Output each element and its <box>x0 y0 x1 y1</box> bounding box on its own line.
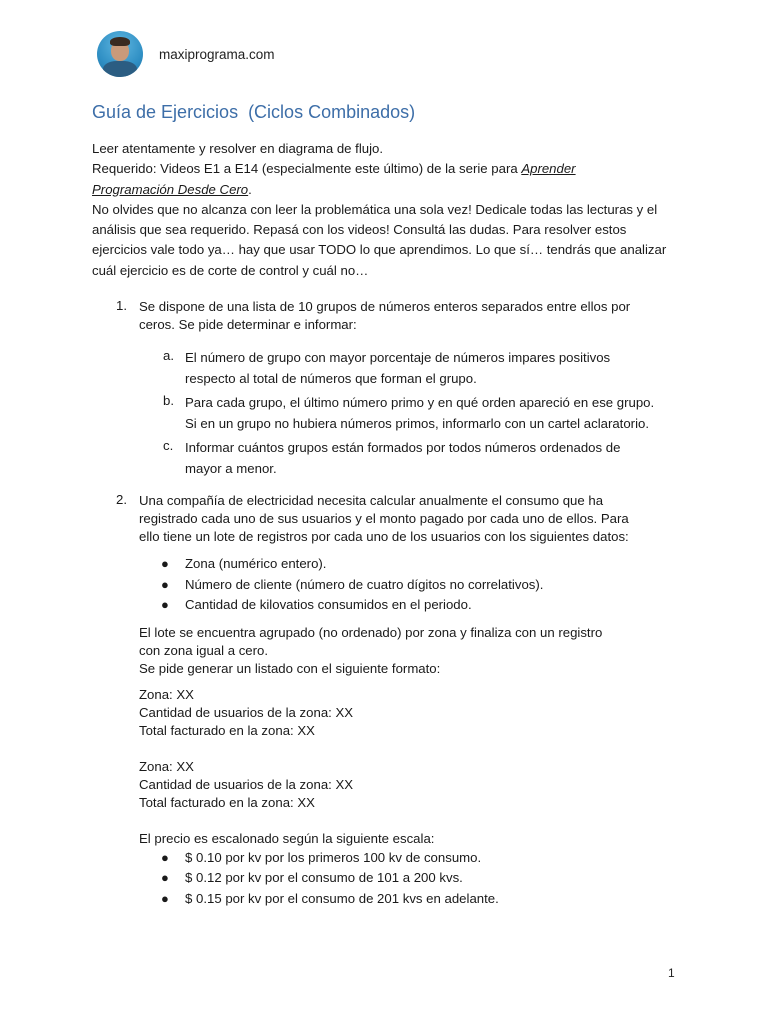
exercise-1 <box>92 298 692 479</box>
intro-line-1: Leer atentamente y resolver en diagrama de flujo. <box>92 141 384 156</box>
price-list <box>92 848 692 910</box>
list-item: ● Número de cliente (número de cuatro dígitos no correlativos). <box>161 576 544 592</box>
avatar <box>97 31 143 77</box>
list-item: ● $ 0.10 por kv por los primeros 100 kv de consumo. <box>161 849 482 865</box>
page-title: Guía de Ejercicios (Ciclos Combinados) <box>92 102 416 122</box>
exercise-2-statement: 2. Una compañía de electricidad necesita calcular anualmente el consumo que ha registrado cada uno de sus usuarios y el monto pagado por cada uno de ellos. Para ello tiene un lote de registros por cada uno de los usuarios con los siguientes datos: <box>116 492 629 544</box>
site-name: maxiprograma.com <box>159 46 275 62</box>
data-fields-list <box>92 554 692 616</box>
exercise-2 <box>92 492 692 909</box>
page-header <box>97 31 275 77</box>
exercise-1-statement: 1. Se dispone de una lista de 10 grupos de números enteros separados entre ellos por ceros. Se pide determinar e informar: <box>116 298 631 332</box>
intro-text <box>92 139 682 281</box>
intro-line-2: Requerido: Videos E1 a E14 (especialmente este último) de la serie para Aprender <box>92 161 576 177</box>
list-item: ● $ 0.15 por kv por el consumo de 201 kvs en adelante. <box>161 890 499 906</box>
intro-paragraph: No olvides que no alcanza con leer la problemática una sola vez! Dedicale todas las lecturas y el análisis que sea requerido. Repasá con los videos! Consultá las dudas. Para resolver estos ejercicios vale todo ya… hay que usar TODO lo que aprendimos. Lo que sí… tendrás que analizar cuál ejercicio es de corte de control y cuál no… <box>92 201 667 278</box>
exercise-number: 1. <box>116 298 127 313</box>
lote-description: El lote se encuentra agrupado (no ordenado) por zona y finaliza con un registro con zona igual a cero. Se pide generar un listado con el siguiente formato: <box>139 624 603 676</box>
price-intro: El precio es escalonado según la siguiente escala: <box>139 830 435 846</box>
exercise-number: 2. <box>116 492 127 507</box>
course-link-part-1[interactable]: Aprender <box>521 161 576 177</box>
sub-item-a: a. El número de grupo con mayor porcentaje de números impares positivos respecto al total de números que forman el grupo. <box>163 348 611 386</box>
sub-item-c: c. Informar cuántos grupos están formados por todos números ordenados de mayor a menor. <box>163 438 621 476</box>
output-format-block-2: Zona: XX Cantidad de usuarios de la zona: XX Total facturado en la zona: XX <box>139 758 354 810</box>
list-item: ● Cantidad de kilovatios consumidos en el periodo. <box>161 597 472 612</box>
list-item: ● $ 0.12 por kv por el consumo de 101 a 200 kvs. <box>161 870 463 885</box>
course-link-part-2[interactable]: Programación Desde Cero <box>92 181 249 197</box>
page-number: 1 <box>668 966 675 980</box>
sub-item-b: b. Para cada grupo, el último número primo y en qué orden apareció en ese grupo. Si en un grupo no hubiera números primos, informarlo con un cartel aclaratorio. <box>163 393 655 431</box>
intro-line-3: Programación Desde Cero. <box>92 181 252 197</box>
list-item: ● Zona (numérico entero). <box>161 556 327 571</box>
output-format-block-1: Zona: XX Cantidad de usuarios de la zona: XX Total facturado en la zona: XX <box>139 686 354 738</box>
